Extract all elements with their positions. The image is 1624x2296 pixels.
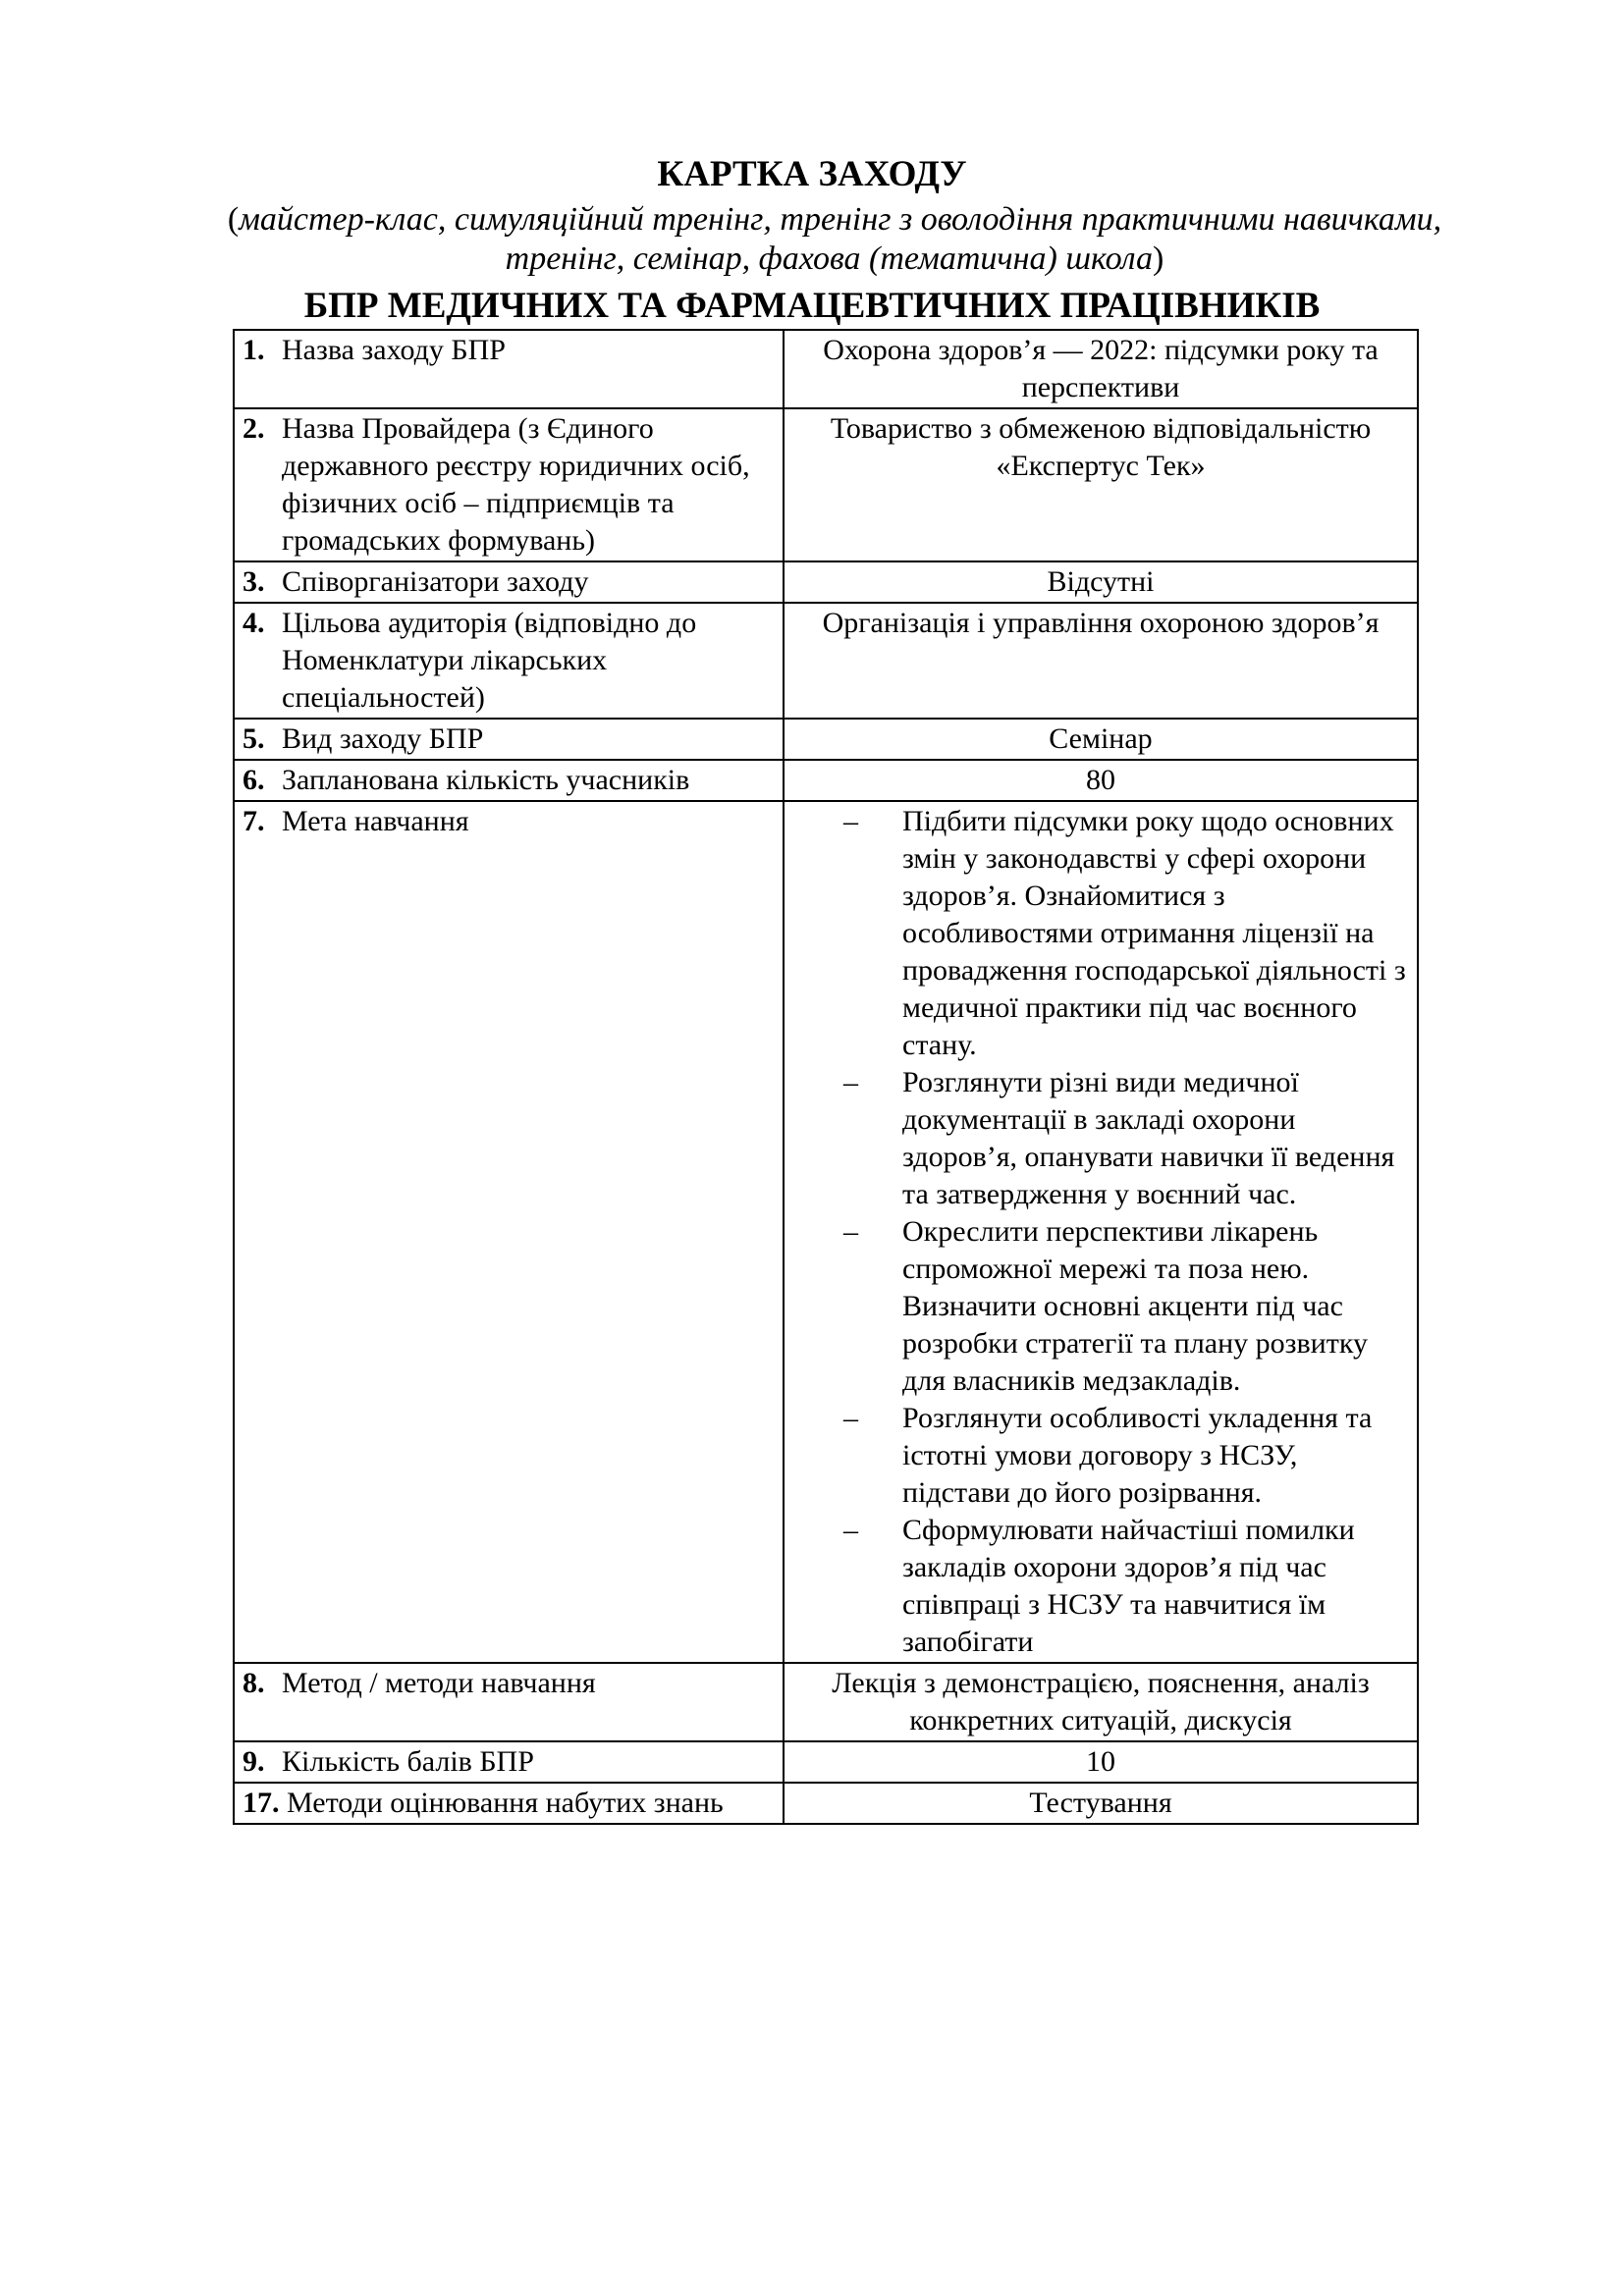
dash-bullet: – [843,1402,858,1434]
row-label: Назва Провайдера (з Єдиного державного реєстру юридичних осіб, фізичних осіб – підприємців та громадських формувань) [282,412,750,557]
row-number: 3. [243,565,265,598]
row-label-cell [234,603,784,719]
dash-bullet: – [843,1215,858,1248]
row-label-cell [234,801,784,1663]
row-label: Назва заходу БПР [282,334,506,366]
document-heading: БПР МЕДИЧНИХ ТА ФАРМАЦЕВТИЧНИХ ПРАЦІВНИКІВ [303,286,1321,326]
table-row [234,1663,1418,1741]
row-number: 17. [243,1787,280,1819]
table-row [234,760,1418,801]
document-subtitle [196,200,1473,279]
goals-cell [784,801,1418,1663]
document-title: КАРТКА ЗАХОДУ [657,154,967,194]
row-number: 6. [243,764,265,796]
row-value: Лекція з демонстрацією, пояснення, аналіз конкретних ситуацій, дискусія [784,1663,1418,1741]
row-label-cell [234,760,784,801]
row-value: Відсутні [784,561,1418,603]
row-label: Цільова аудиторія (відповідно до Номенклатури лікарських спеціальностей) [282,607,697,714]
list-item [843,803,1409,1064]
table-row [234,1783,1418,1824]
row-label: Співорганізатори заходу [282,565,589,598]
row-number: 9. [243,1745,265,1778]
row-label: Методи оцінювання набутих знань [287,1787,724,1819]
row-label: Запланована кількість учасників [282,764,690,796]
list-item [843,1400,1409,1512]
goal-text: Підбити підсумки року щодо основних змін у законодавстві у сфері охорони здоров’я. Ознайомитися з особливостями отримання ліцензії на провадження господарської діяльності з медичної практики під час воєнного стану. [902,805,1406,1061]
subtitle-close-paren: ) [1153,240,1164,277]
goal-text: Розглянути особливості укладення та істотні умови договору з НСЗУ, підстави до його розірвання. [902,1402,1373,1509]
row-value: Охорона здоров’я — 2022: підсумки року та перспективи [784,330,1418,408]
row-label: Метод / методи навчання [282,1667,596,1699]
row-label-cell [234,408,784,561]
row-number: 2. [243,412,265,445]
dash-bullet: – [843,1514,858,1546]
row-label-cell [234,719,784,760]
subtitle-event-types: майстер-клас, симуляційний тренінг, тренінг з оволодіння практичними навичками, тренінг, семінар, фахова (тематична) школа [239,201,1442,277]
row-value: Семінар [784,719,1418,760]
row-number: 8. [243,1667,265,1699]
row-number: 7. [243,805,265,837]
table-row [234,561,1418,603]
row-label-cell [234,1783,784,1824]
list-item [843,1213,1409,1400]
table-row [234,408,1418,561]
row-label-cell [234,1741,784,1783]
table-row [234,719,1418,760]
row-label: Вид заходу БПР [282,722,484,755]
row-value: Організація і управління охороною здоров’я [784,603,1418,719]
goal-text: Розглянути різні види медичної документації в закладі охорони здоров’я, опанувати навички її ведення та затвердження у воєнний час. [902,1066,1395,1210]
row-label-cell [234,330,784,408]
row-label: Мета навчання [282,805,469,837]
dash-bullet: – [843,805,858,837]
row-number: 4. [243,607,265,639]
list-item [843,1064,1409,1213]
table-row [234,330,1418,408]
goal-text: Сформулювати найчастіші помилки закладів охорони здоров’я під час співпраці з НСЗУ та навчитися їм запобігати [902,1514,1355,1658]
row-value: 10 [784,1741,1418,1783]
list-item [843,1512,1409,1661]
row-value: Тестування [784,1783,1418,1824]
goals-list [792,803,1409,1661]
row-number: 1. [243,334,265,366]
row-value: 80 [784,760,1418,801]
table-row [234,1741,1418,1783]
subtitle-open-paren: ( [227,201,240,238]
dash-bullet: – [843,1066,858,1098]
table-row [234,603,1418,719]
row-value: Товариство з обмеженою відповідальністю «Експертус Тек» [784,408,1418,561]
event-card-table [233,329,1419,1825]
row-label-cell [234,1663,784,1741]
row-number: 5. [243,722,265,755]
table-row [234,801,1418,1663]
row-label-cell [234,561,784,603]
row-label: Кількість балів БПР [282,1745,534,1778]
goal-text: Окреслити перспективи лікарень спроможної мережі та поза нею. Визначити основні акценти під час розробки стратегії та плану розвитку для власників медзакладів. [902,1215,1368,1397]
